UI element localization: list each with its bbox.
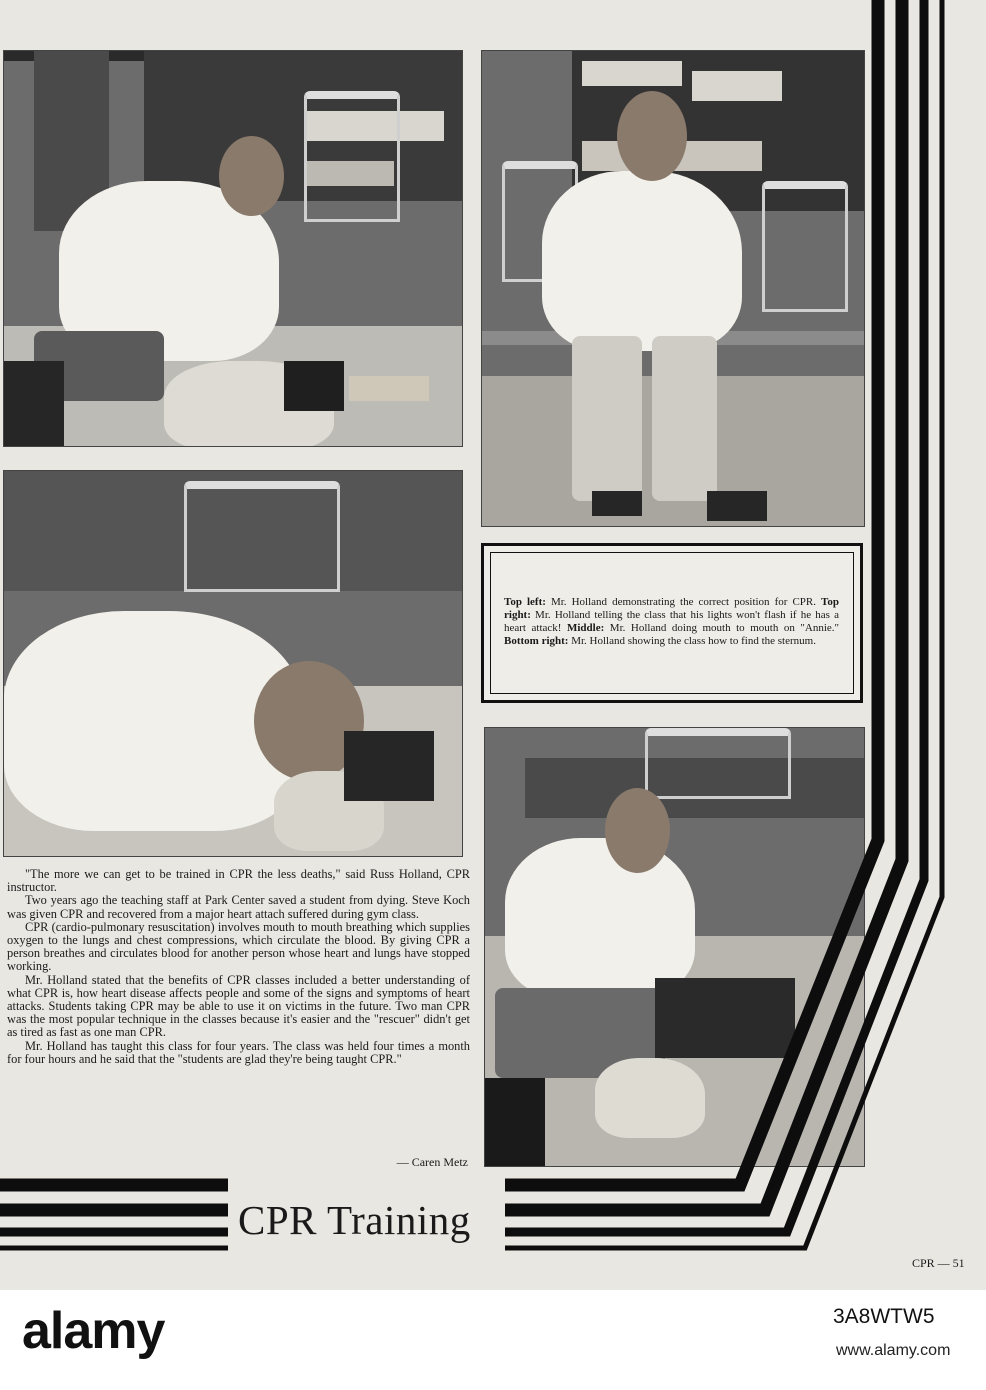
caption-top-right-label: Top right: xyxy=(504,596,839,621)
article-paragraph: "The more we can get to be trained in CPR the less deaths," said Russ Holland, CPR instructor. xyxy=(7,867,470,895)
article-byline: — Caren Metz xyxy=(396,1155,468,1169)
photo-bottom-right xyxy=(484,727,865,1167)
caption-top-left-label: Top left: xyxy=(504,596,546,608)
photo-top-right xyxy=(481,50,865,527)
watermark-url: www.alamy.com xyxy=(836,1342,951,1359)
article-body xyxy=(7,868,470,1066)
page-number: CPR — 51 xyxy=(912,1256,965,1270)
photo-top-left xyxy=(3,50,463,447)
page-title: CPR Training xyxy=(238,1197,471,1243)
watermark-image-id: 3A8WTW5 xyxy=(833,1305,935,1328)
caption-top-left-text: Mr. Holland demonstrating the correct position for CPR. xyxy=(545,596,822,608)
caption-bottom-right-label: Bottom right: xyxy=(504,635,569,647)
photo-captions xyxy=(504,596,839,648)
caption-middle-text: Mr. Holland doing mouth to mouth on "Annie." xyxy=(604,622,840,634)
caption-bottom-right-text: Mr. Holland showing the class how to find the sternum. xyxy=(568,635,816,647)
watermark-logo: alamy xyxy=(22,1302,165,1360)
article-paragraph: CPR (cardio-pulmonary resuscitation) involves mouth to mouth breathing which supplies oxygen to the lungs and chest compressions, which circulate the blood. By giving CPR a person breathes and circulates blood for another person whose heart and lungs have stopped working. xyxy=(7,919,470,974)
caption-box xyxy=(481,543,863,703)
article-paragraph: Two years ago the teaching staff at Park Center saved a student from dying. Steve Koch was given CPR and recovered from a major heart attach suffered during gym class. xyxy=(7,893,470,921)
article-paragraph: Mr. Holland has taught this class for four years. The class was held four times a month for four hours and he said that the "students are glad they're being taught CPR." xyxy=(7,1038,470,1066)
photo-middle xyxy=(3,470,463,857)
caption-middle-label: Middle: xyxy=(566,622,605,634)
caption-top-right-text: Mr. Holland telling the class that his lights won't flash if he has a heart attack! xyxy=(504,609,839,634)
article-paragraph: Mr. Holland stated that the benefits of CPR classes included a better understanding of what CPR is, how heart disease affects people and some of the signs and symptoms of heart attacks. Students taking CPR may be able to use it on victims in the future. Two man CPR was the most popular technique in the classes because it's easier and the "rescuer" didn't get as tired as fast as one man CPR. xyxy=(7,972,470,1040)
